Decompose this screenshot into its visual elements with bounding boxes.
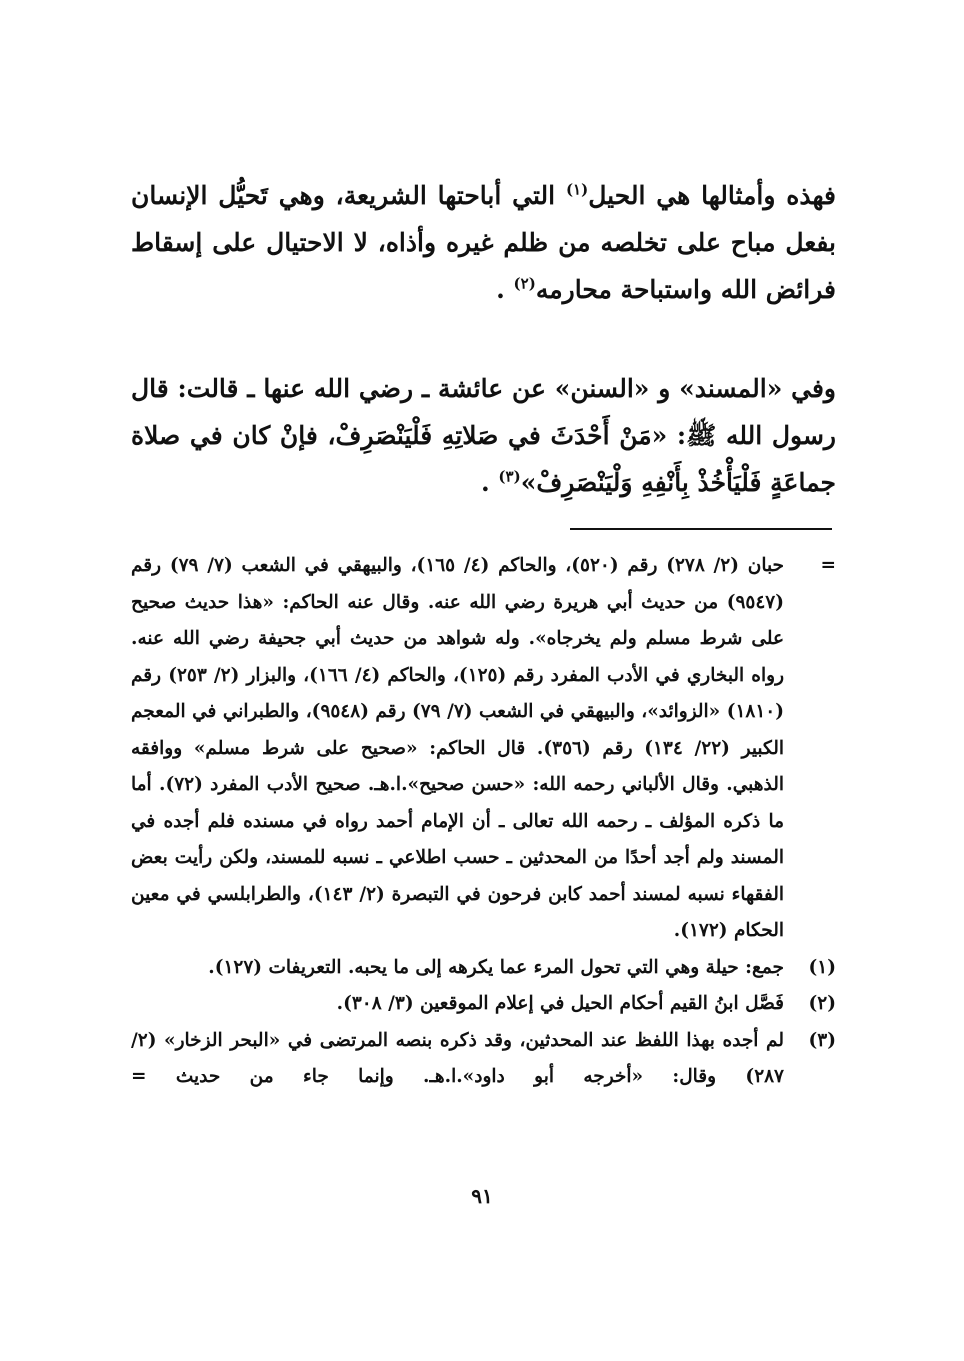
footnote-ref-3: (٣): [498, 467, 521, 486]
paragraph-1-text-a: فهذه وأمثالها هي الحيل: [588, 181, 836, 210]
footnote-1-text: جمع: حيلة وهي التي تحول المرء عما يكرهه إلى ما يحبه. التعريفات (١٢٧).: [208, 956, 784, 978]
footnote-continued-text: حبان (٢/ ٢٧٨) رقم (٥٢٠)، والحاكم (٤/ ١٦٥)، والبيهقي في الشعب (٧/ ٧٩) رقم (٩٥٤٧) من حديث أبي هريرة رضي الله عنه. وقال عنه الحاكم: «هذا حديث صحيح على شرط مسلم ولم يخرجاه». وله شواهد من حديث أبي جحيفة رضي الله عنه. رواه البخاري في الأدب المفرد رقم (١٢٥)، والحاكم (٤/ ١٦٦)، والبزار (٢/ ٢٥٣) رقم (١٨١٠) «الزوائد»، والبيهقي في الشعب (٧/ ٧٩) رقم (٩٥٤٨)، والطبراني في المعجم الكبير (٢٢/ ١٣٤) رقم (٣٥٦). قال الحاكم: «صحيح على شرط مسلم» ووافقه الذهبي. وقال الألباني رحمه الله: «حسن صحيح».ا.هـ. صحيح الأدب المفرد (٧٢). أما ما ذكره المؤلف ـ رحمه الله تعالى ـ أن الإمام أحمد رواه في مسنده فلم أجده في المسند ولم أجد أحدًا من المحدثين ـ حسب اطلاعي ـ نسبه للمسند، ولكن رأيت بعض الفقهاء نسبه لمسند أحمد كابن فرحون في التبصرة (٢/ ١٤٣)، والطرابلسي في معين الحكام (١٧٢).: [131, 555, 785, 941]
footnote-ref-1: (١): [565, 180, 589, 199]
footnotes-section: [131, 548, 836, 1096]
main-paragraph-1: [131, 172, 836, 313]
footnote-separator: [570, 528, 832, 530]
footnote-3-text: لم أجده بهذا اللفظ عند المحدثين، وقد ذكره بنصه المرتضى في «البحر الزخار» (٢/ ٢٨٧) وقال: «أخرجه أبو داود».ا.هـ. وإنما جاء من حديث =: [131, 1029, 784, 1087]
paragraph-2-text-b: .: [481, 468, 499, 497]
footnote-3: [131, 1023, 836, 1096]
main-paragraph-2: [131, 365, 836, 506]
footnote-1: [131, 950, 836, 987]
paragraph-1-text-c: .: [496, 275, 514, 304]
footnote-3-marker: (٣): [808, 1029, 836, 1051]
paragraph-2-text-a: وفي «المسند» و «السنن» عن عائشة ـ رضي الله عنها ـ قالت: قال رسول الله ﷺ: «مَنْ أَحْدَثَ في صَلاتِهِ فَلْيَنْصَرِفْ، فإنْ كان في صلاة جماعَةٍ فَلْيَأْخُذْ بِأَنْفِهِ وَلْيَنْصَرِفْ»: [131, 374, 836, 497]
page-number: ٩١: [471, 1184, 493, 1208]
footnote-1-marker: (١): [808, 956, 836, 978]
footnote-2-marker: (٢): [808, 993, 836, 1014]
continuation-marker: =: [820, 555, 836, 576]
paragraph-1-text-b: التي أباحتها الشريعة، وهي تَحيُّل الإنسان بفعل مباح على تخلصه من ظلم غيره وأذاه، لا الاحتيال على إسقاط فرائض الله واستباحة محارمه: [131, 181, 836, 304]
footnote-continued: [131, 548, 836, 950]
footnote-2-text: فَصَّل ابنُ القيم أحكام الحيل في إعلام الموقعين (٣/ ٣٠٨).: [336, 993, 784, 1014]
footnote-2: [131, 986, 836, 1023]
footnote-ref-2: (٢): [513, 274, 536, 293]
